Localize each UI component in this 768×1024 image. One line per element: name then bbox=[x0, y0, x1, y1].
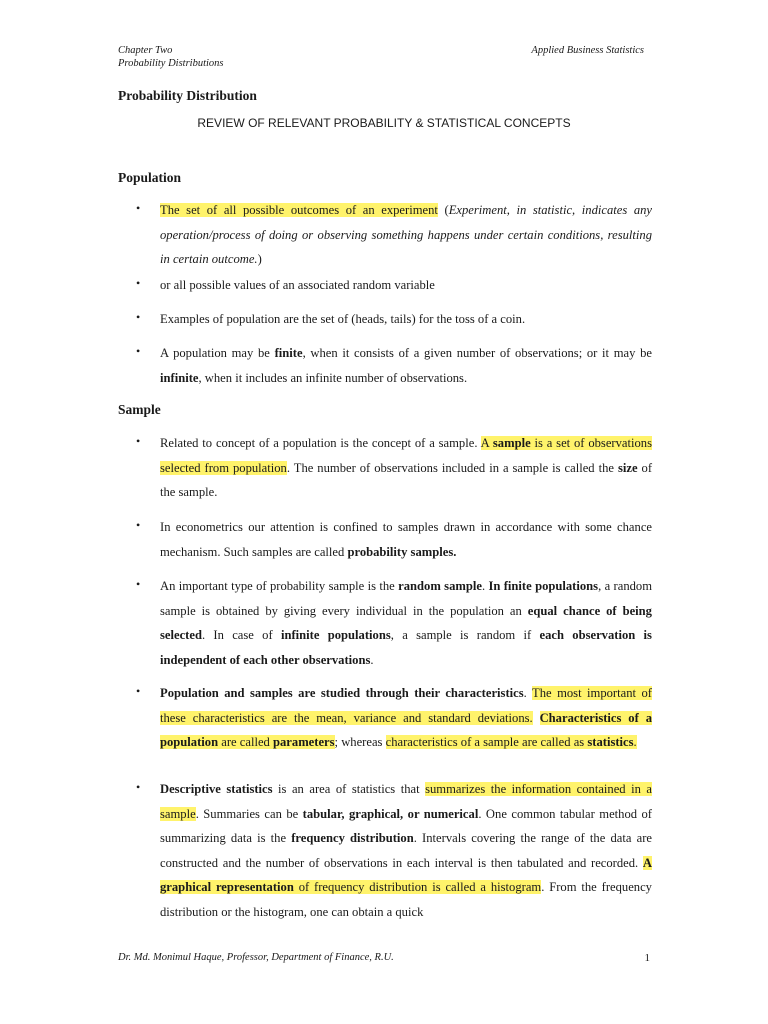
footer-author: Dr. Md. Monimul Haque, Professor, Department of Finance, R.U. bbox=[118, 952, 394, 963]
sample-heading: Sample bbox=[118, 402, 161, 417]
bullet-icon: • bbox=[136, 201, 141, 215]
list-item-text: A population may be finite, when it consists of a given number of observations; or it may be infinite, when it includes an infinite number of observations. bbox=[160, 346, 652, 385]
list-item-text: An important type of probability sample is the random sample. In finite populations, a random sample is obtained by giving every individual in the population an equal chance of being selected. In case of infinite populations, a sample is random if each observation is independent of each other observations. bbox=[160, 579, 653, 667]
bullet-icon: • bbox=[136, 310, 141, 324]
chapter-label: Chapter Two bbox=[118, 45, 173, 56]
bullet-icon: • bbox=[136, 344, 141, 358]
bullet-icon: • bbox=[136, 434, 141, 448]
bullet-icon: • bbox=[136, 518, 141, 532]
list-item-text: In econometrics our attention is confined to samples drawn in accordance with some chance mechanism. Such samples are called probability samples. bbox=[160, 520, 652, 559]
list-item-text: Examples of population are the set of (heads, tails) for the toss of a coin. bbox=[160, 312, 526, 326]
book-title: Applied Business Statistics bbox=[531, 45, 644, 56]
page-number: 1 bbox=[644, 952, 650, 964]
page-title: Probability Distribution bbox=[118, 88, 257, 103]
chapter-subtitle: Probability Distributions bbox=[118, 58, 224, 69]
bullet-icon: • bbox=[136, 276, 141, 290]
section-subtitle: REVIEW OF RELEVANT PROBABILITY & STATISTICAL CONCEPTS bbox=[197, 116, 571, 130]
list-item-text: Descriptive statistics is an area of statistics that summarizes the information contained in a sample. Summaries can be tabular, graphical, or numerical. One common tabular method of summarizing data is the frequency distribution. Intervals covering the range of the data are constructed and the number of observations in each interval is then tabulated and recorded. A graphical representation of frequency distribution is called a histogram. From the frequency distribution or the histogram, one can obtain a quick bbox=[160, 782, 652, 919]
list-item-text: Related to concept of a population is the concept of a sample. A sample is a set of observations selected from population. The number of observations included in a sample is called the size of the sample. bbox=[160, 436, 653, 500]
list-item-text: Population and samples are studied through their characteristics. The most important of these characteristics are the mean, variance and standard deviations. Characteristics of a population are called parameters; whereas characteristics of a sample are called as statistics. bbox=[160, 686, 652, 750]
bullet-icon: • bbox=[136, 577, 141, 591]
bullet-icon: • bbox=[136, 684, 141, 698]
list-item-text: The set of all possible outcomes of an experiment (Experiment, in statistic, indicates any operation/process of doing or observing something happens under certain conditions, resulting in certain outcome.) bbox=[160, 203, 653, 267]
running-header-left bbox=[118, 44, 224, 70]
list-item-text: or all possible values of an associated random variable bbox=[160, 278, 435, 292]
bullet-icon: • bbox=[136, 780, 141, 794]
population-heading: Population bbox=[118, 170, 182, 185]
